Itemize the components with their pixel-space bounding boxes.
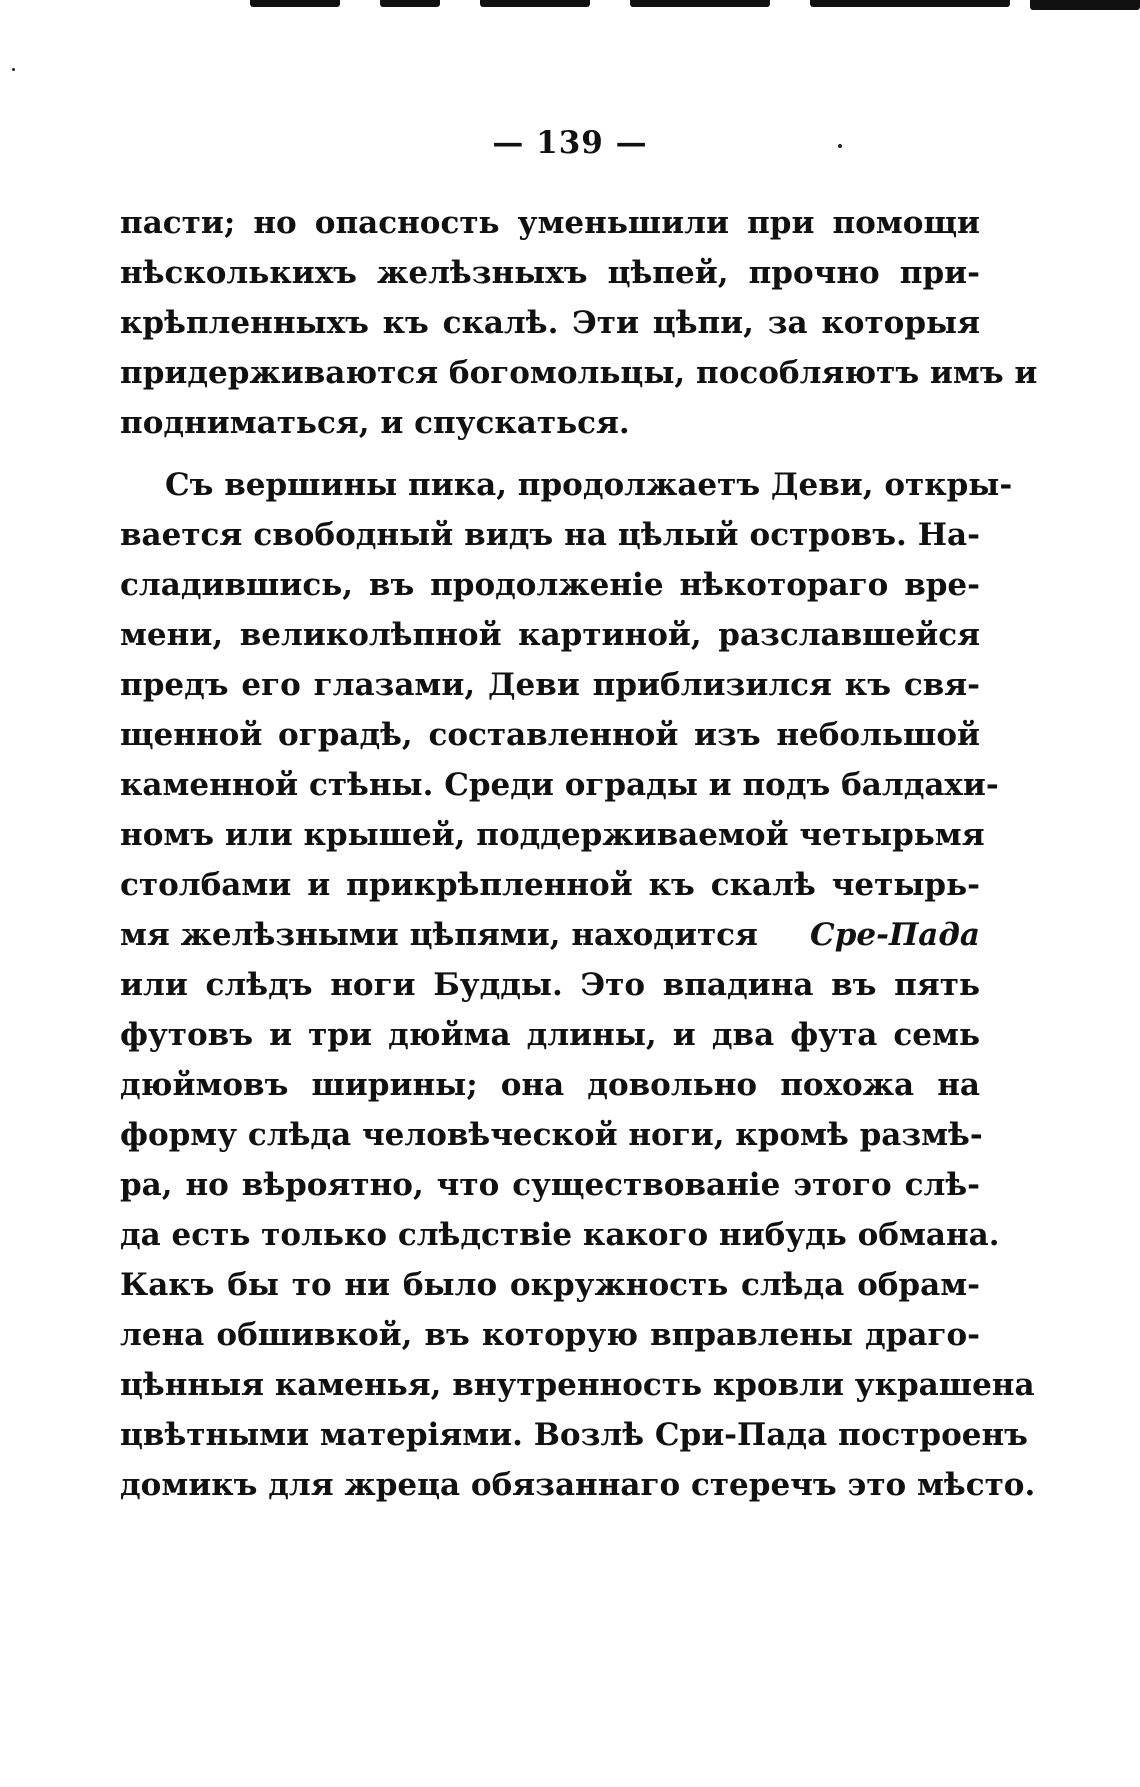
text-line: Съ вершины пика, продолжаетъ Деви, откры- <box>165 467 1013 503</box>
text-line: лена обшивкой, въ которую вправлены драго- <box>120 1317 980 1353</box>
scan-top-edge-artifact <box>250 0 1140 12</box>
text-line: домикъ для жреца обязаннаго стеречъ это мѣсто. <box>120 1467 1036 1503</box>
text-line-with-italic <box>120 910 980 960</box>
body-text <box>120 198 1038 1510</box>
text-line: форму слѣда человѣческой ноги, кромѣ размѣ- <box>120 1117 983 1153</box>
text-line: подниматься, и спускаться. <box>120 405 630 441</box>
text-line: предъ его глазами, Деви приблизился къ свя- <box>120 667 980 703</box>
text-line: ра, но вѣроятно, что существованіе этого слѣ- <box>120 1167 980 1203</box>
text-line: крѣпленныхъ къ скалѣ. Эти цѣпи, за которыя <box>120 305 980 341</box>
text-line: щенной оградѣ, составленной изъ небольшой <box>120 717 980 753</box>
text-line: или слѣдъ ноги Будды. Это впадина въ пять <box>120 967 980 1003</box>
text-line: цѣнныя каменья, внутренность кровли украшена <box>120 1367 1035 1403</box>
text-line: футовъ и три дюйма длины, и два фута семь <box>120 1017 980 1053</box>
text-line: каменной стѣны. Среди ограды и подъ балдахи- <box>120 767 999 803</box>
text-line: нѣсколькихъ желѣзныхъ цѣпей, прочно при- <box>120 255 980 291</box>
italic-term: Сре-Пада <box>810 917 980 953</box>
text-line: пасти; но опасность уменьшили при помощи <box>120 205 980 241</box>
text-line-plain: мя желѣзными цѣпями, находится <box>120 917 758 953</box>
text-line: цвѣтными матеріями. Возлѣ Сри-Пада построенъ <box>120 1417 1028 1453</box>
text-line: сладившись, въ продолженіе нѣкотораго вре- <box>120 567 980 603</box>
scan-speck <box>12 68 15 71</box>
text-line: Какъ бы то ни было окружность слѣда обрам- <box>120 1267 980 1303</box>
text-line: номъ или крышей, поддерживаемой четырьмя <box>120 817 985 853</box>
text-line: столбами и прикрѣпленной къ скалѣ четырь- <box>120 867 980 903</box>
text-line: придерживаются богомольцы, пособляютъ имъ и <box>120 355 1038 391</box>
text-line: мени, великолѣпной картиной, разславшейся <box>120 617 980 653</box>
page-number: — 139 — <box>492 125 648 161</box>
text-line: вается свободный видъ на цѣлый островъ. На- <box>120 517 980 553</box>
text-line: да есть только слѣдствіе какого нибудь обмана. <box>120 1217 1000 1253</box>
text-line: дюймовъ ширины; она довольно похожа на <box>120 1067 980 1103</box>
